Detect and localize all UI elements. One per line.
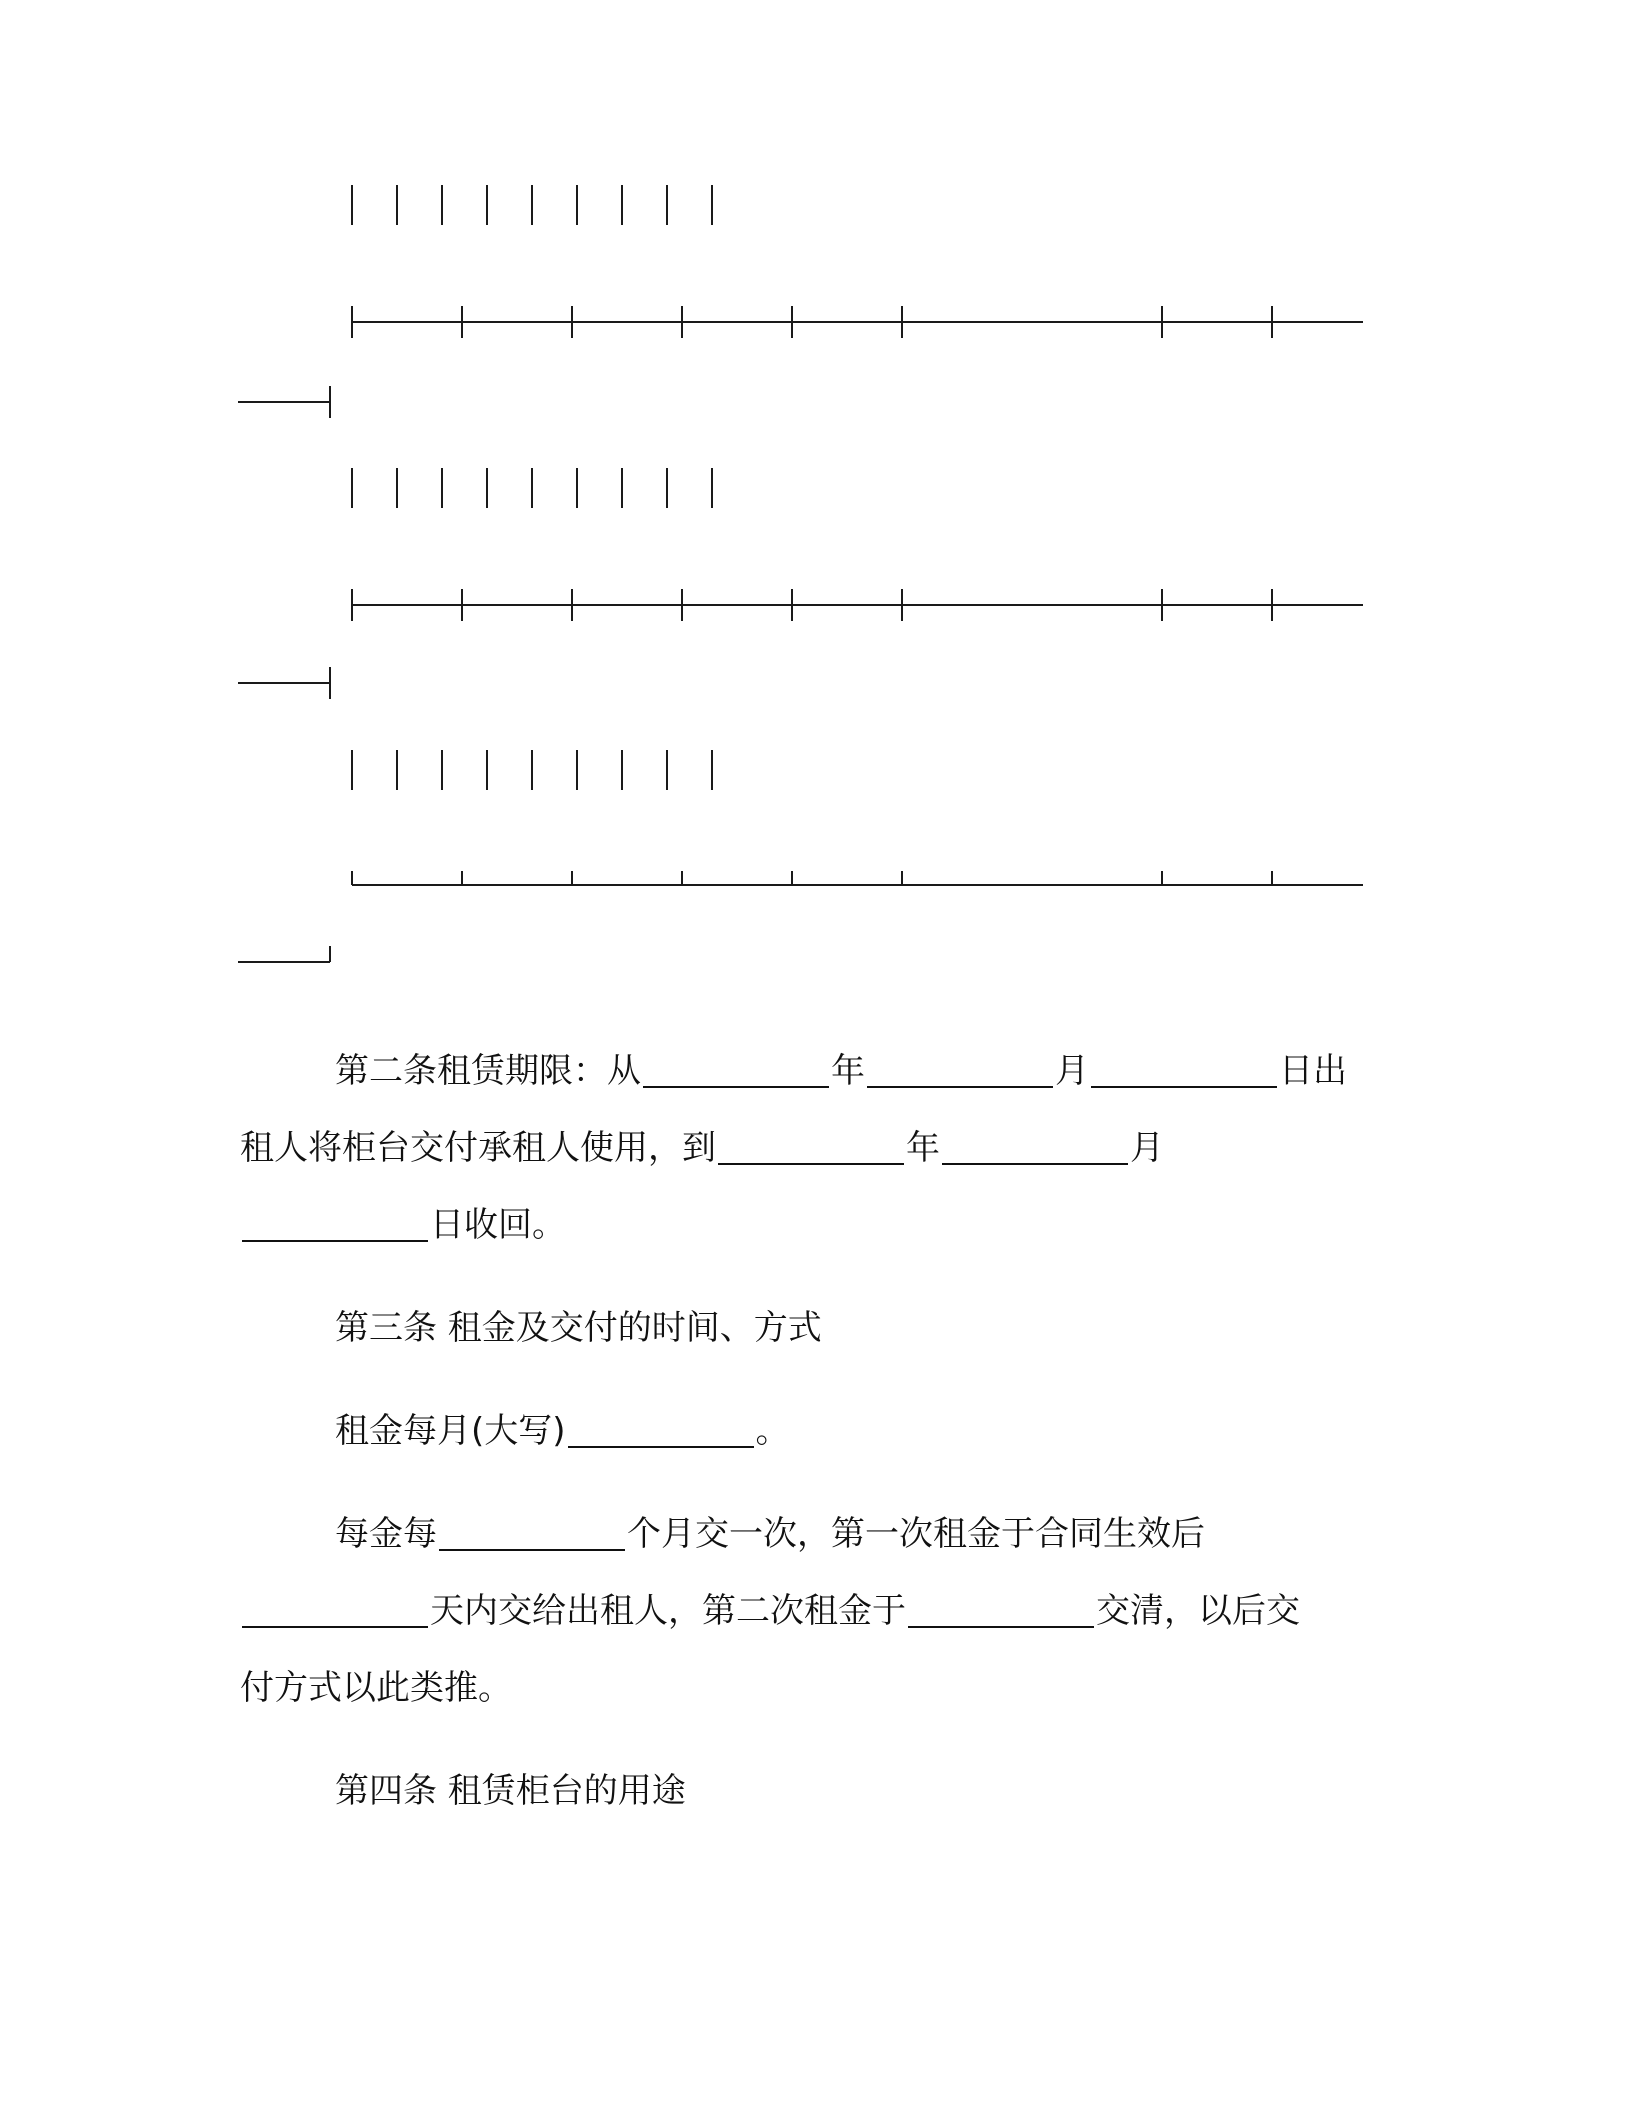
a2-text-month: 月: [1055, 1051, 1089, 1091]
article-2-lease-term-line3: [240, 1187, 1390, 1264]
blank-pay-days[interactable]: [242, 1592, 428, 1628]
a3-title: 第三条 租金及交付的时间、方式: [335, 1308, 822, 1348]
blank-start-year[interactable]: [643, 1052, 829, 1088]
article-3-payment-line3: [240, 1650, 1390, 1727]
a2-text-from: 第二条租赁期限：从: [335, 1051, 641, 1091]
a2-text-end-month: 月: [1130, 1128, 1164, 1168]
blank-end-month[interactable]: [942, 1129, 1128, 1165]
a4-title: 第四条 租赁柜台的用途: [335, 1771, 686, 1811]
blank-end-year[interactable]: [718, 1129, 904, 1165]
a3-pay4: 交清，以后交: [1096, 1591, 1300, 1631]
a2-text-reclaim: 日收回。: [430, 1205, 566, 1245]
a3-pay5: 付方式以此类推。: [240, 1668, 512, 1708]
a2-text-end-year: 年: [906, 1128, 940, 1168]
article-3-monthly-rent: [240, 1393, 1390, 1470]
article-4-heading: [240, 1753, 1390, 1830]
a2-text-year: 年: [831, 1051, 865, 1091]
a3-pay2: 个月交一次，第一次租金于合同生效后: [627, 1514, 1205, 1554]
blank-second-pay[interactable]: [908, 1592, 1094, 1628]
article-3-payment-line2: [240, 1573, 1390, 1650]
a2-text-day: 日出: [1279, 1051, 1347, 1091]
a3-rent-prefix: 租金每月(大写): [335, 1411, 566, 1451]
blank-pay-months[interactable]: [439, 1515, 625, 1551]
a3-pay3: 天内交给出租人，第二次租金于: [430, 1591, 906, 1631]
blank-end-day[interactable]: [242, 1206, 428, 1242]
a2-text-to: 租人将柜台交付承租人使用，到: [240, 1128, 716, 1168]
a3-rent-suffix: 。: [755, 1411, 790, 1451]
blank-rent-amount[interactable]: [568, 1412, 754, 1448]
a3-pay1: 每金每: [335, 1514, 437, 1554]
article-3-heading: [240, 1290, 1390, 1367]
article-2-lease-term-line2: [240, 1110, 1390, 1187]
table-border-art: [0, 0, 1632, 1000]
blank-start-day[interactable]: [1091, 1052, 1277, 1088]
article-3-payment-line1: [240, 1496, 1390, 1573]
blank-start-month[interactable]: [867, 1052, 1053, 1088]
article-2-lease-term-line1: [240, 1033, 1390, 1110]
